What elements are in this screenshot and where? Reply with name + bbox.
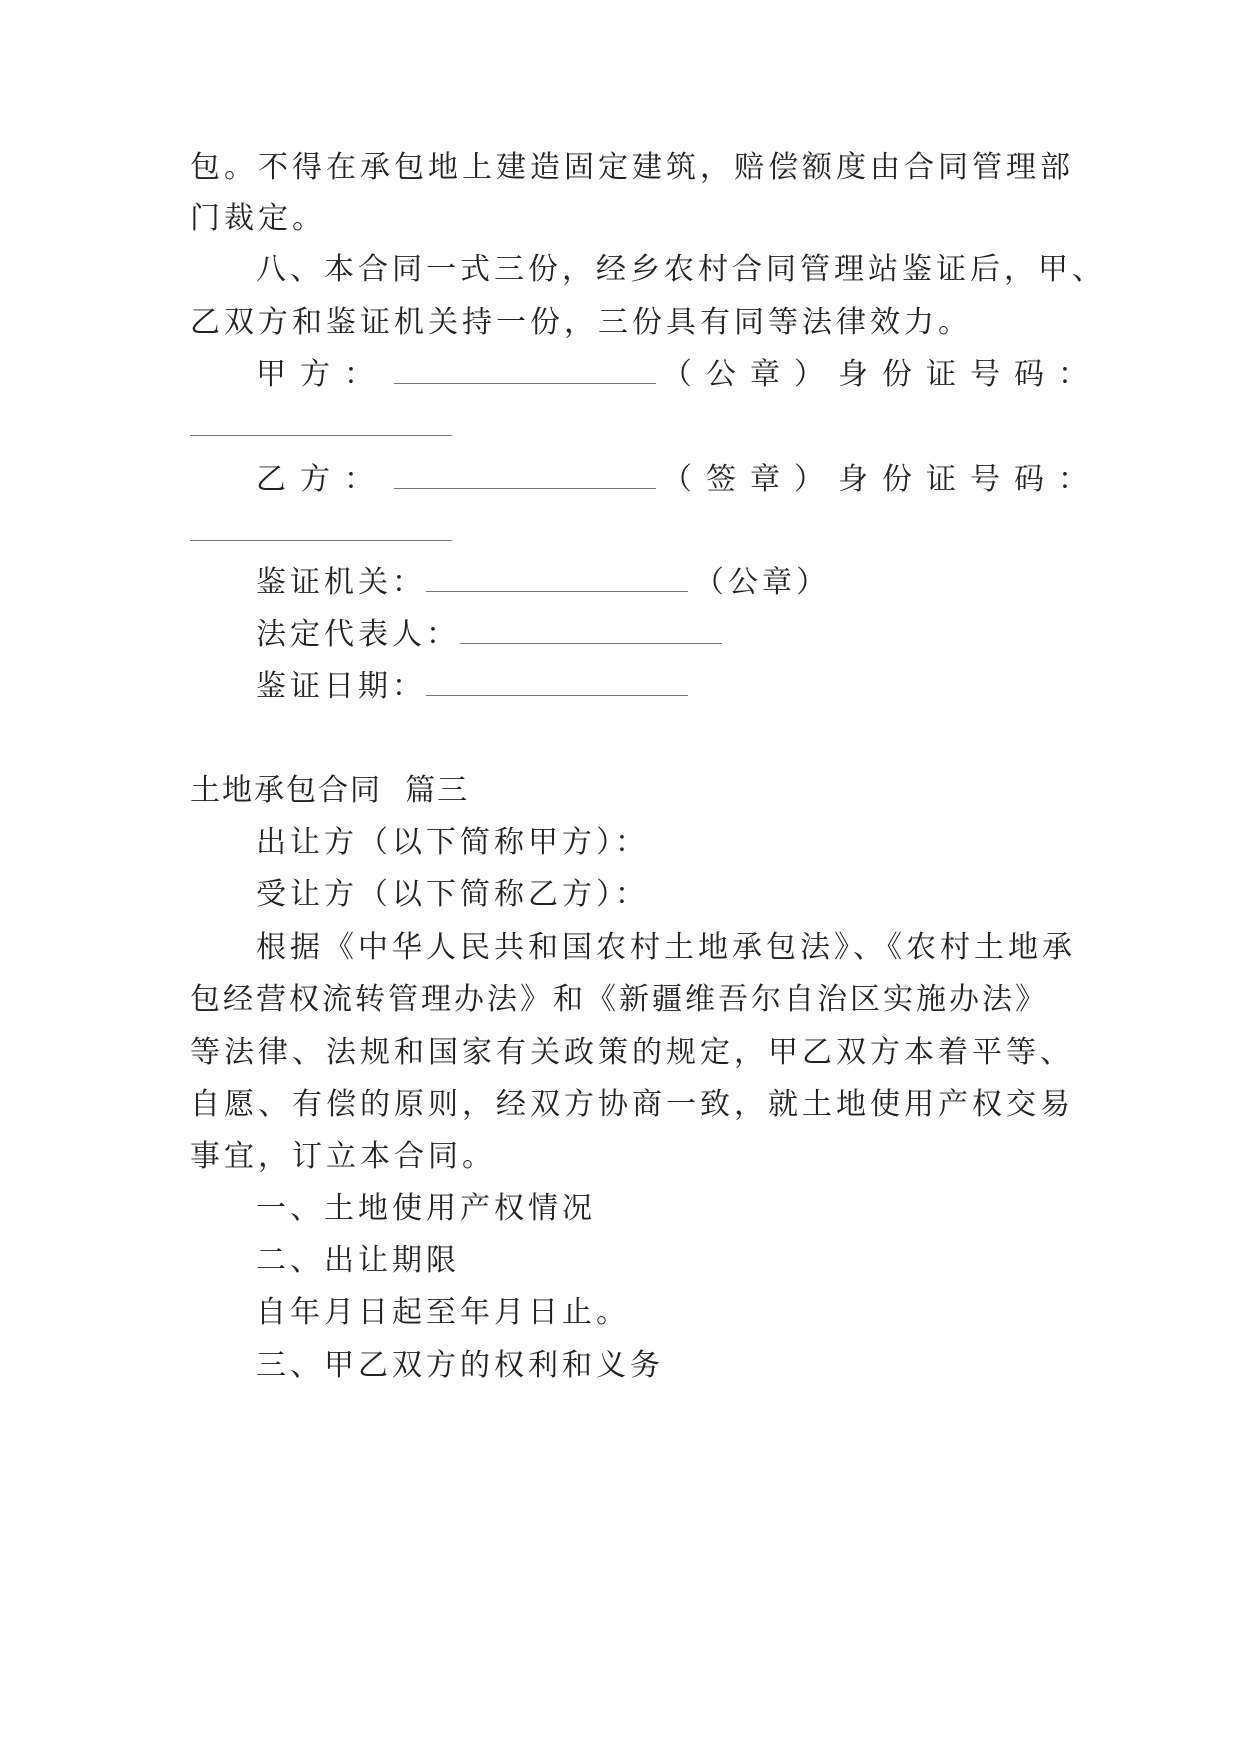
legal-rep-label: 法定代表人：: [256, 617, 460, 652]
paragraph-line: 包经营权流转管理办法》和《新疆维吾尔自治区实施办法》: [190, 982, 1048, 1017]
clause-two: 二、出让期限: [256, 1243, 460, 1278]
paragraph-line: 事宜，订立本合同。: [190, 1139, 496, 1174]
paragraph-line: 包。不得在承包地上建造固定建筑，赔偿额度由合同管理部: [190, 150, 1074, 185]
legal-rep-line: [256, 615, 728, 655]
party-a-name-blank: [394, 357, 656, 384]
transferee-line: 受让方（以下简称乙方）：: [256, 877, 649, 912]
party-a-signature-line: [256, 355, 1102, 395]
clause-three: 三、甲乙双方的权利和义务: [256, 1348, 664, 1383]
party-b-signature-line: [256, 460, 1102, 500]
authority-blank: [426, 565, 688, 592]
party-a-seal-label: （公章）身份证号码：: [662, 357, 1102, 392]
party-a-id-blank: [190, 409, 452, 436]
party-b-id-line: [190, 512, 458, 552]
date-blank: [426, 669, 688, 696]
authority-seal-label: （公章）: [694, 565, 830, 600]
party-b-seal-label: （签章）身份证号码：: [662, 462, 1102, 497]
paragraph-line: 等法律、法规和国家有关政策的规定，甲乙双方本着平等、: [190, 1035, 1074, 1070]
transferor-line: 出让方（以下简称甲方）：: [256, 825, 649, 860]
section-title: 土地承包合同 篇三: [190, 773, 470, 808]
paragraph-line: 门裁定。: [190, 201, 326, 236]
paragraph-line: 自愿、有偿的原则，经双方协商一致，就土地使用产权交易: [190, 1087, 1074, 1122]
clause-one: 一、土地使用产权情况: [256, 1191, 596, 1226]
paragraph-line: 乙双方和鉴证机关持一份，三份具有同等法律效力。: [190, 305, 972, 340]
party-a-id-line: [190, 407, 458, 447]
paragraph-line: 根据《中华人民共和国农村土地承包法》、《农村土地承: [256, 930, 1076, 965]
party-b-label: 乙方：: [256, 462, 388, 497]
legal-rep-blank: [460, 617, 722, 644]
party-b-name-blank: [394, 462, 656, 489]
authority-line: [256, 563, 830, 603]
party-b-id-blank: [190, 514, 452, 541]
paragraph-line: 八、本合同一式三份，经乡农村合同管理站鉴证后，甲、: [256, 252, 1106, 287]
date-label: 鉴证日期：: [256, 669, 426, 704]
party-a-label: 甲方：: [256, 357, 388, 392]
authority-label: 鉴证机关：: [256, 565, 426, 600]
date-line: [256, 667, 694, 707]
period-line: 自年月日起至年月日止。: [256, 1295, 630, 1330]
